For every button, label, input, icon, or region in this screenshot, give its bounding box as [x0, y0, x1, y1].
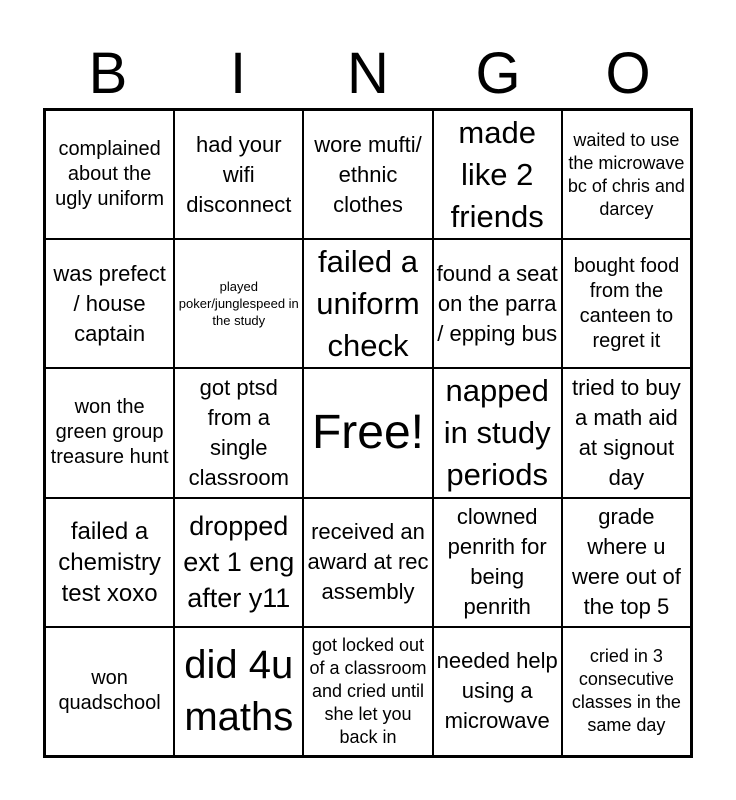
- bingo-cell[interactable]: [562, 368, 691, 497]
- bingo-cell[interactable]: [303, 627, 432, 756]
- cell-text: found a seat on the parra / epping bus: [436, 260, 558, 346]
- bingo-cell[interactable]: [433, 110, 562, 239]
- cell-text: bought food from the canteen to regret it: [573, 254, 680, 352]
- cell-text: got locked out of a classroom and cried until she let you back in: [309, 634, 427, 747]
- bingo-cell[interactable]: [45, 368, 174, 497]
- bingo-cell[interactable]: [433, 627, 562, 756]
- header-letter-b: B: [88, 41, 128, 106]
- bingo-card-grid: [43, 108, 693, 758]
- bingo-cell[interactable]: [562, 110, 691, 239]
- cell-text: got ptsd from a single classroom: [188, 374, 289, 490]
- bingo-cell[interactable]: [303, 498, 432, 627]
- cell-text: waited to use the microwave bc of chris and darcey: [567, 129, 685, 219]
- bingo-cell[interactable]: [45, 239, 174, 368]
- header-letter-n: N: [347, 41, 389, 106]
- bingo-cell[interactable]: [433, 368, 562, 497]
- bingo-cell[interactable]: [45, 627, 174, 756]
- bingo-cell[interactable]: [303, 110, 432, 239]
- bingo-cell[interactable]: [433, 498, 562, 627]
- cell-text: made like 2 friends: [450, 114, 544, 234]
- bingo-cell[interactable]: [562, 498, 691, 627]
- bingo-cell[interactable]: [562, 627, 691, 756]
- free-space-label: Free!: [311, 405, 424, 459]
- bingo-header: [43, 40, 693, 108]
- cell-text: won the green group treasure hunt: [50, 396, 169, 469]
- bingo-cell[interactable]: [433, 239, 562, 368]
- cell-text: had your wifi disconnect: [186, 131, 292, 217]
- cell-text: cried in 3 consecutive classes in the same day: [571, 646, 681, 736]
- cell-text: failed a chemistry test xoxo: [58, 517, 161, 607]
- cell-text: tried to buy a math aid at signout day: [571, 374, 681, 490]
- cell-text: napped in study periods: [443, 373, 551, 492]
- bingo-cell[interactable]: [562, 239, 691, 368]
- cell-text: complained about the ugly uniform: [55, 138, 165, 211]
- header-letter-g: G: [475, 41, 521, 106]
- free-space[interactable]: [303, 368, 432, 497]
- cell-text: wore mufti/ ethnic clothes: [314, 131, 422, 217]
- cell-text: failed a uniform check: [316, 243, 420, 363]
- cell-text: played poker/junglespeed in the study: [178, 279, 299, 329]
- cell-text: dropped ext 1 eng after y11: [183, 511, 295, 614]
- bingo-cell[interactable]: [45, 498, 174, 627]
- cell-text: needed help using a microwave: [436, 648, 558, 734]
- header-letter-o: O: [605, 41, 651, 106]
- header-letter-i: I: [229, 41, 247, 106]
- cell-text: received an award at rec assembly: [307, 519, 429, 605]
- cell-text: was prefect / house captain: [53, 260, 166, 346]
- cell-text: grade where u were out of the top 5: [571, 504, 681, 620]
- bingo-cell[interactable]: [45, 110, 174, 239]
- bingo-cell[interactable]: [303, 239, 432, 368]
- bingo-cell[interactable]: [174, 368, 303, 497]
- bingo-cell[interactable]: [174, 239, 303, 368]
- bingo-cell[interactable]: [174, 498, 303, 627]
- bingo-cell[interactable]: [174, 627, 303, 756]
- cell-text: did 4u maths: [184, 643, 294, 740]
- bingo-cell[interactable]: [174, 110, 303, 239]
- cell-text: clowned penrith for being penrith: [447, 504, 547, 620]
- cell-text: won quadschool: [58, 667, 161, 715]
